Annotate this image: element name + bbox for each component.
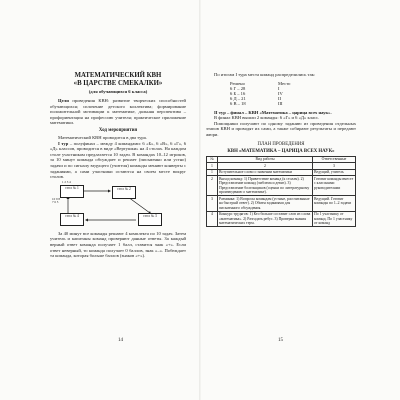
kvn-title-line2: «В ЦАРСТВЕ СМЕКАЛКИ» xyxy=(73,80,163,87)
paragraph-tour1 xyxy=(50,141,186,180)
scores-team: 6 Д – 21 xyxy=(230,96,246,102)
plan-title-line1: ПЛАН ПРОВЕДЕНИЯ xyxy=(257,141,305,147)
diagram-numbers-top: 1 2 3 4 xyxy=(62,179,71,184)
row-number: 1 xyxy=(207,169,218,176)
page-number-left: 14 xyxy=(118,338,123,343)
row-number: 4 xyxy=(207,211,218,226)
paragraph-final: В финал КВН вышли 2 команды: 6 «Г» и 6 «Д» класс. xyxy=(214,115,320,121)
row-work: Выход команд: 1) Приветствие команд (к столам). 2) Представление команд (эмблема и девиз). 3) Представление болельщиков (сценки по литературному произведению о математике). xyxy=(218,176,313,196)
table-box-4 xyxy=(60,213,84,226)
table-label-2: стол № 2 xyxy=(117,186,131,191)
left-page-content xyxy=(50,72,186,259)
row-work: Вступительное слово о значении математики xyxy=(218,169,313,176)
table-label-4: стол № 4 xyxy=(65,213,79,218)
scores-team: 6 Б – 16 xyxy=(230,91,246,96)
paragraph-3: За 40 минут все команды решают 4 комплекта по 10 задач. Затем учитель и капитаны команд проверяют данные ответы. За каждый верный ответ команда получает 1 балл, ставится знак «+». Если ответ неверный, то команда получает 0 баллов, знак «–». Побеждает та команда, которая больше баллов (знаков «+»). xyxy=(50,230,186,259)
kvn-title-line1: МАТЕМАТИЧЕСКИЙ КВН xyxy=(74,72,162,79)
tour2-label: II тур xyxy=(214,109,226,115)
row-responsible: Ведущий. Готовят команды по 1–2 задачи xyxy=(313,196,356,211)
goals-text: проведения КВН: развитие творческих способностей обучающихся; сплочение детского коллектива; формирование положительной мотивации к математике, дальняя перспектива – профориентация на профессию учителя; практическое приложение математики. xyxy=(50,98,186,126)
plan-title-line2: КВН «МАТЕМАТИКА – ЦАРИЦА ВСЕХ НАУК» xyxy=(227,148,335,154)
table-row xyxy=(207,196,356,211)
paragraph-helpers: Помощники получают по одному заданию из проведения отдельных этапов КВН и проводят их сами, а также собирают результаты и передают жюри. xyxy=(206,120,356,137)
col-number: № xyxy=(207,156,218,163)
paragraph-1: Математический КВН проводится в два тура. xyxy=(58,134,147,140)
scores-row xyxy=(230,101,356,106)
col-responsible: Ответственные xyxy=(313,156,356,163)
scores-team: 6 Г – 28 xyxy=(230,85,246,91)
goals-paragraph xyxy=(50,98,186,126)
row-number: 3 xyxy=(207,196,218,211)
tour1-text: – полуфинал – между 4 командами: 6 «Б», 6 «В», 6 «Г», 6 «Д» классов, проводится в виде «Вертушки» на 4 столах. На каждом столе участникам предлагается 10 задач. В командах 10–12 игроков, за 10 минут команда обсуждает и решает (письменно или устно) задачи и по сигналу ведущего (учителя) команды меняют конверты с заданиями, а сами участники остаются на своем месте вокруг столов. xyxy=(50,140,187,180)
table-box-1 xyxy=(60,185,84,198)
table-row xyxy=(207,176,356,196)
scores-team: 6 В – 18 xyxy=(230,101,246,107)
numbering-cell: 1 xyxy=(207,163,218,170)
results-intro: По итогам I тура места команд распределились так: xyxy=(214,72,316,77)
table-box-2 xyxy=(112,186,136,199)
kvn-subtitle: (для обучающихся 6 класса) xyxy=(88,89,148,94)
scores-place: IV xyxy=(278,91,283,96)
tables-rotation-diagram xyxy=(50,179,186,227)
table-row xyxy=(207,211,356,226)
page-number-right: 15 xyxy=(278,338,283,343)
scores-table xyxy=(230,81,356,107)
row-responsible: Ведущий, учитель xyxy=(313,169,356,176)
right-page xyxy=(200,0,400,400)
table-label-3: стол № 3 xyxy=(143,213,157,218)
table-box-3 xyxy=(138,213,162,226)
row-number: 2 xyxy=(207,176,218,196)
numbering-cell: 3 xyxy=(313,163,356,170)
goals-label: Цели xyxy=(58,98,69,103)
diagram-numbers-left: 10 9 8 7 6 5 xyxy=(52,196,60,205)
scores-place: III xyxy=(278,101,283,107)
table-row xyxy=(207,169,356,176)
section-title: Ход мероприятия xyxy=(98,127,138,133)
numbering-cell: 2 xyxy=(218,163,313,170)
scores-place: I xyxy=(278,85,280,91)
table-label-1: стол № 1 xyxy=(65,185,79,190)
row-responsible: По 1 участнику от команд. По 1 участнику от команд xyxy=(313,211,356,226)
plan-table-numbering xyxy=(207,163,356,170)
row-responsible: Готовят команды вместе с классными руководителями xyxy=(313,176,356,196)
scores-head-solved: Решено xyxy=(230,80,245,86)
scores-head-place: Место xyxy=(278,80,291,86)
right-page-content xyxy=(206,72,356,227)
row-work: Конкурс трудягов: 1) Кто больше составит слов из слова «математика». 2) Разгадать ребус. 3) Проверка знания математических терм. xyxy=(218,211,313,226)
row-work: Разминка: 1) Вопросы командам (устные, рассчитанные на быстрый ответ). 2) Обмен заданиями для письменного обсуждения. xyxy=(218,196,313,211)
scores-place: II xyxy=(278,96,282,102)
tour2-text: – финал – КВН «Математика – царица всех наук». xyxy=(226,109,332,115)
col-work: Вид работы xyxy=(218,156,313,163)
tour1-label: I тур xyxy=(58,140,69,146)
plan-table-header xyxy=(207,156,356,163)
plan-table xyxy=(206,156,356,227)
